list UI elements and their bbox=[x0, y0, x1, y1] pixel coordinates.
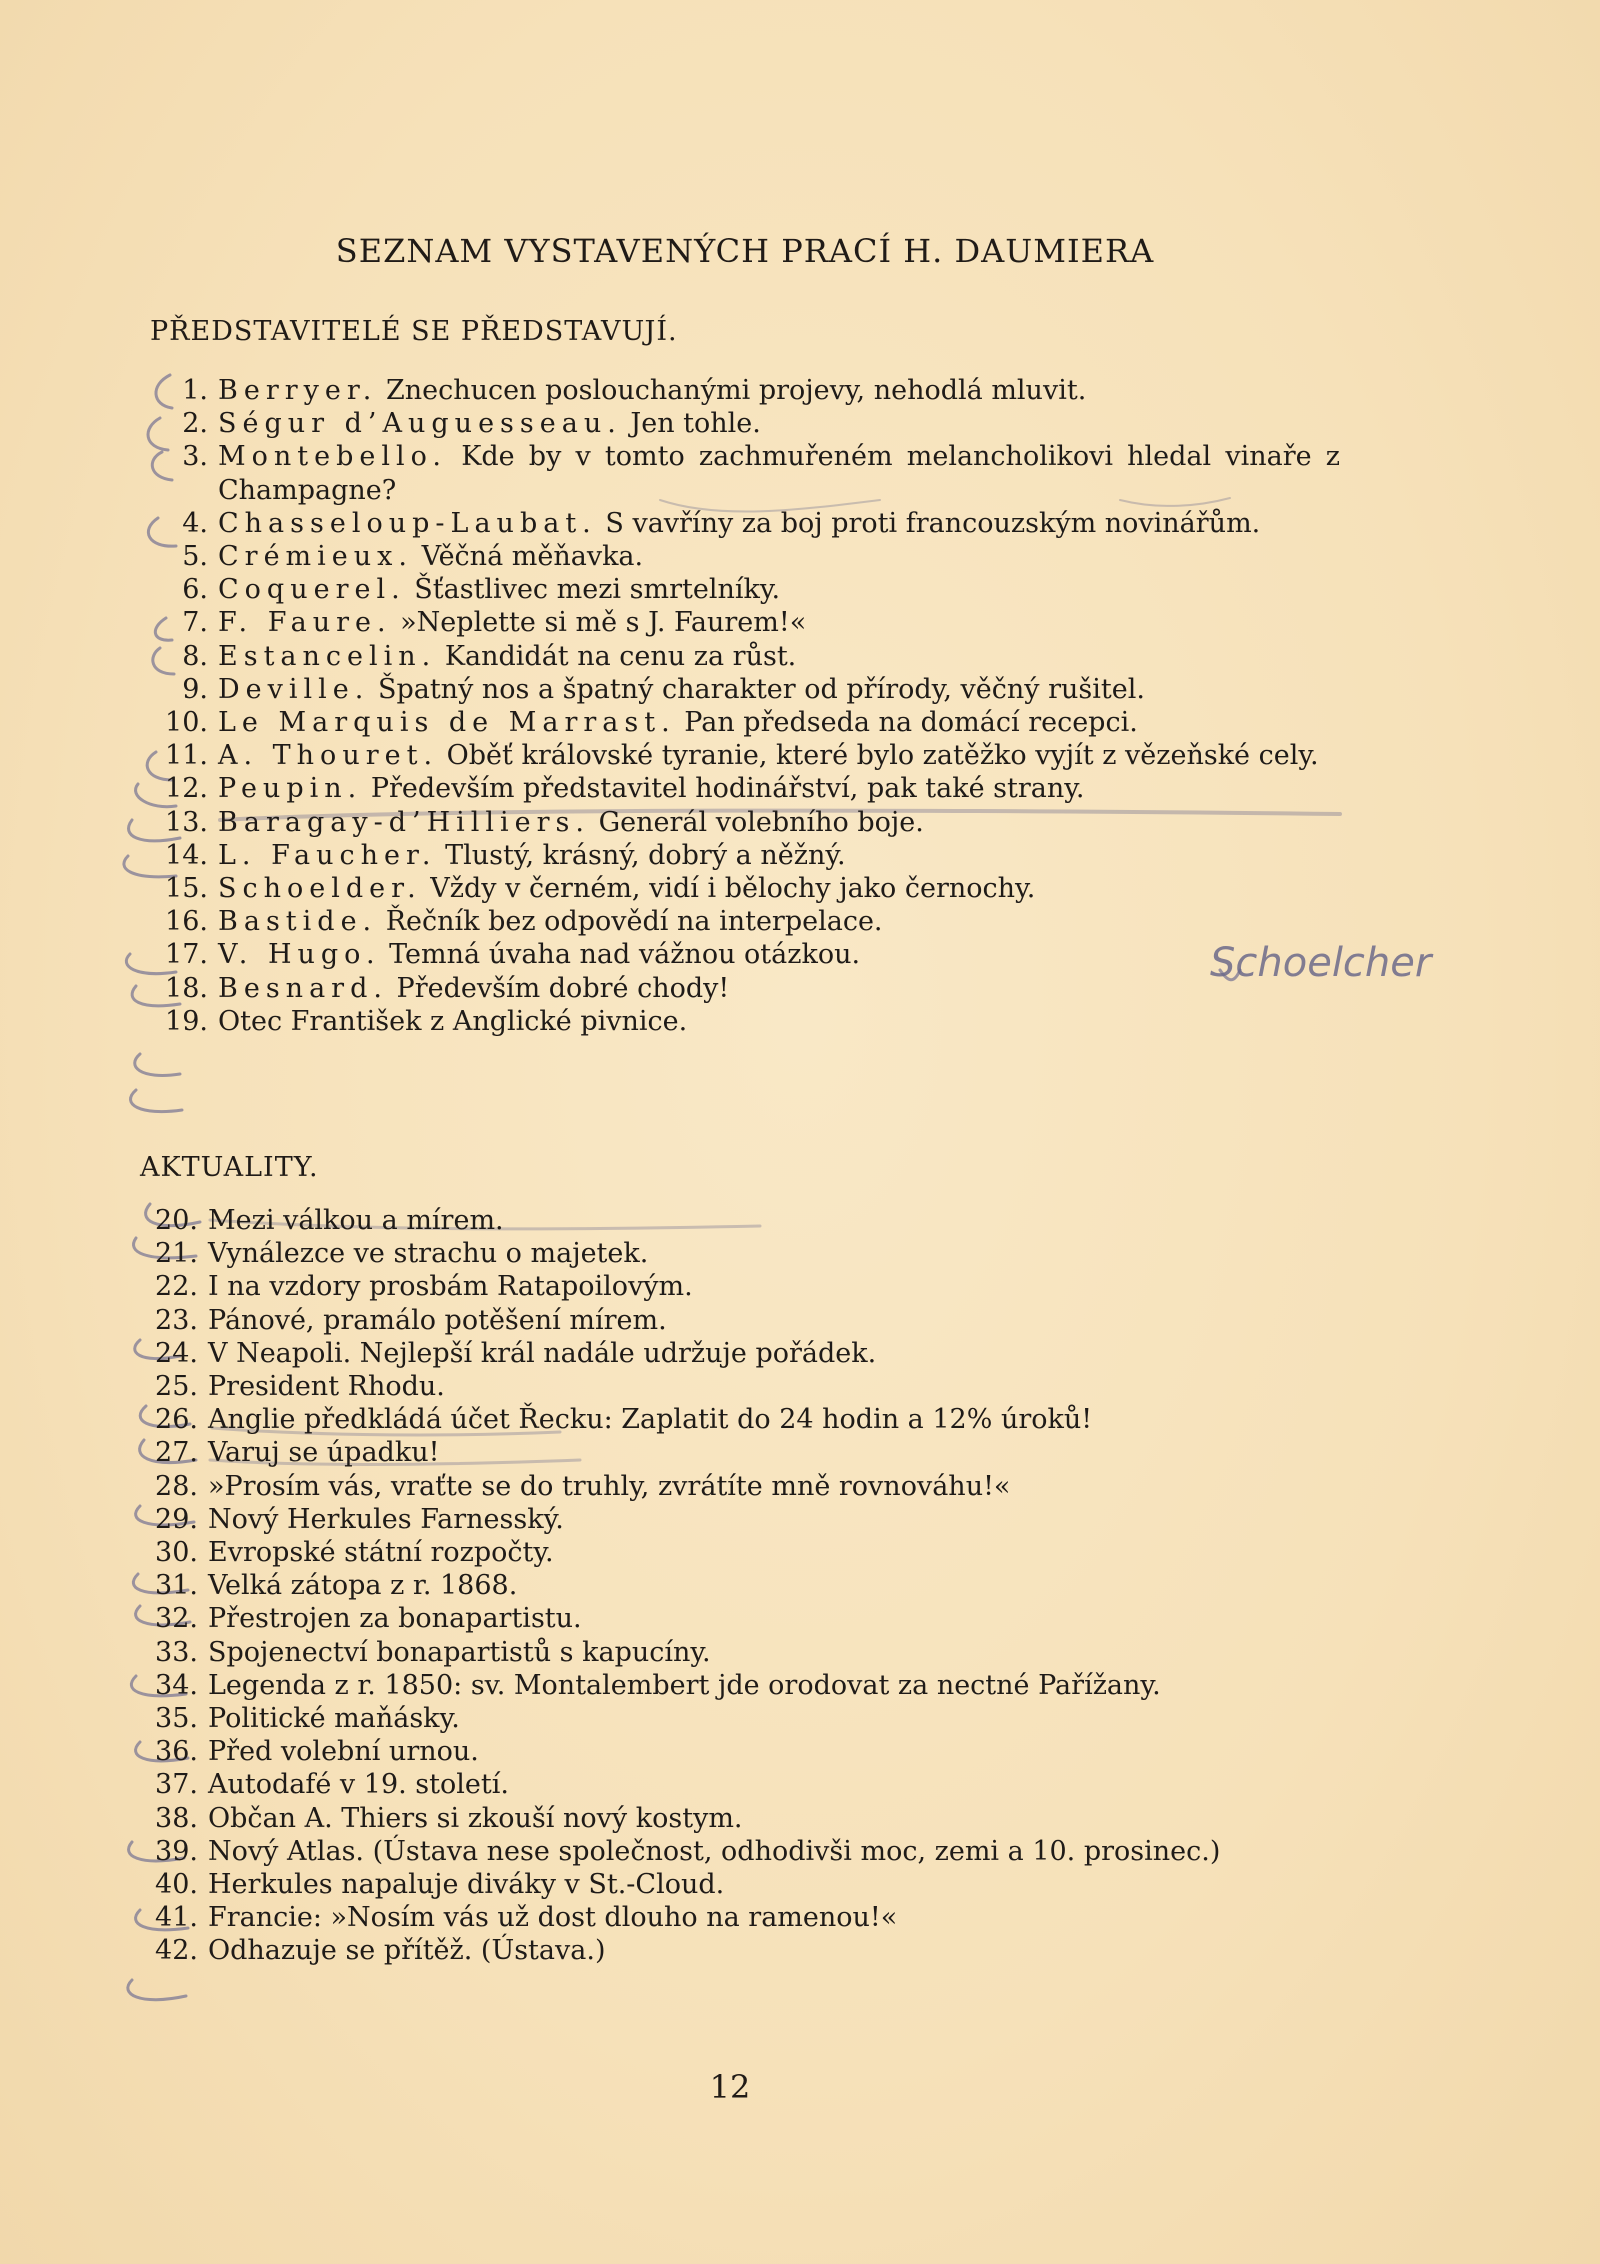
list-item bbox=[140, 1503, 1340, 1536]
list-item bbox=[140, 1536, 1340, 1569]
item-number: 11. bbox=[165, 740, 208, 772]
item-name: V. Hugo. bbox=[218, 939, 381, 971]
item-text: V Neapoli. Nejlepší král nadále udržuje pořádek. bbox=[208, 1337, 877, 1369]
list-item bbox=[140, 1934, 1340, 1967]
list-item bbox=[150, 374, 1340, 407]
item-text: Přestrojen za bonapartistu. bbox=[208, 1603, 582, 1635]
list-item bbox=[140, 1204, 1340, 1237]
item-number: 30. bbox=[155, 1537, 198, 1569]
item-text: Kde by v tomto zachmuřeném melancholikovi hledal vinaře z Champagne? bbox=[218, 441, 1340, 506]
item-text: Nový Atlas. (Ústava nese společnost, odhodivši moc, zemi a 10. prosinec.) bbox=[208, 1835, 1221, 1867]
list-item bbox=[150, 507, 1340, 540]
list-item bbox=[150, 407, 1340, 440]
item-text: Především dobré chody! bbox=[396, 972, 730, 1004]
item-text: Francie: »Nosím vás už dost dlouho na ramenou!« bbox=[208, 1902, 898, 1934]
list-item bbox=[140, 1702, 1340, 1735]
item-name: Schoelder. bbox=[218, 873, 422, 905]
item-name: Le Marquis de Marrast. bbox=[218, 707, 676, 739]
item-text: Autodafé v 19. století. bbox=[208, 1769, 509, 1801]
list-item bbox=[140, 1470, 1340, 1503]
item-text: Evropské státní rozpočty. bbox=[208, 1537, 554, 1569]
item-number: 33. bbox=[155, 1636, 198, 1668]
item-text: I na vzdory prosbám Ratapoilovým. bbox=[208, 1271, 693, 1303]
item-text: Herkules napaluje diváky v St.-Cloud. bbox=[208, 1869, 725, 1901]
list-item bbox=[150, 938, 1340, 971]
page-title: SEZNAM VYSTAVENÝCH PRACÍ H. DAUMIERA bbox=[335, 232, 1155, 270]
list-item bbox=[140, 1337, 1340, 1370]
item-text: Temná úvaha nad vážnou otázkou. bbox=[389, 939, 861, 971]
list-item bbox=[140, 1802, 1340, 1835]
item-number: 36. bbox=[155, 1736, 198, 1768]
item-number: 35. bbox=[155, 1703, 198, 1735]
item-number: 2. bbox=[182, 408, 208, 440]
item-text: Špatný nos a špatný charakter od přírody, věčný rušitel. bbox=[377, 673, 1145, 705]
item-number: 39. bbox=[155, 1835, 198, 1867]
list-item bbox=[140, 1835, 1340, 1868]
representatives-list bbox=[150, 374, 1340, 1038]
list-item bbox=[150, 872, 1340, 905]
item-number: 1. bbox=[182, 375, 208, 406]
item-name: F. Faure. bbox=[218, 607, 392, 639]
item-name: Deville. bbox=[218, 673, 370, 705]
item-text: Spojenectví bonapartistů s kapucíny. bbox=[208, 1636, 711, 1668]
item-number: 5. bbox=[182, 541, 208, 573]
item-number: 29. bbox=[155, 1503, 198, 1535]
list-item bbox=[150, 440, 1340, 506]
list-item bbox=[150, 806, 1340, 839]
item-number: 18. bbox=[165, 972, 208, 1004]
item-number: 28. bbox=[155, 1470, 198, 1502]
item-number: 23. bbox=[155, 1304, 198, 1336]
item-name: L. Faucher. bbox=[218, 839, 437, 871]
item-number: 3. bbox=[182, 441, 208, 473]
item-name: Estancelin. bbox=[218, 640, 437, 672]
item-number: 9. bbox=[182, 673, 208, 705]
list-item bbox=[140, 1270, 1340, 1303]
item-text: Tlustý, krásný, dobrý a něžný. bbox=[445, 839, 846, 871]
item-name: Chasseloup-Laubat. bbox=[218, 507, 597, 539]
item-number: 21. bbox=[155, 1238, 198, 1270]
item-name: Peupin. bbox=[218, 773, 363, 805]
list-item bbox=[150, 1005, 1340, 1038]
item-number: 13. bbox=[165, 806, 208, 838]
list-item bbox=[140, 1370, 1340, 1403]
list-item bbox=[140, 1304, 1340, 1337]
item-text: Oběť královské tyranie, které bylo zatěžko vyjít z vězeňské cely. bbox=[446, 740, 1319, 772]
list-item bbox=[150, 540, 1340, 573]
section-heading-representatives: PŘEDSTAVITELÉ SE PŘEDSTAVUJÍ. bbox=[150, 316, 678, 347]
list-item bbox=[140, 1602, 1340, 1635]
item-number: 7. bbox=[182, 607, 208, 639]
list-item bbox=[150, 606, 1340, 639]
item-name: Berryer. bbox=[218, 375, 378, 406]
list-item bbox=[150, 739, 1340, 772]
item-text: Pánové, pramálo potěšení mírem. bbox=[208, 1304, 667, 1336]
margin-note-handwritten: Schoelcher bbox=[1210, 940, 1432, 986]
item-text: Vynálezce ve strachu o majetek. bbox=[208, 1238, 649, 1270]
item-text: Varuj se úpadku! bbox=[208, 1437, 440, 1469]
item-name: Montebello. bbox=[218, 441, 448, 473]
news-list bbox=[140, 1204, 1340, 1968]
item-text: Politické maňásky. bbox=[208, 1703, 460, 1735]
list-item bbox=[140, 1901, 1340, 1934]
item-text: Anglie předkládá účet Řecku: Zaplatit do 24 hodin a 12% úroků! bbox=[208, 1404, 1093, 1436]
item-number: 38. bbox=[155, 1802, 198, 1834]
list-item bbox=[140, 1735, 1340, 1768]
item-number: 24. bbox=[155, 1337, 198, 1369]
item-number: 32. bbox=[155, 1603, 198, 1635]
item-text: President Rhodu. bbox=[208, 1371, 445, 1403]
item-text: Před volební urnou. bbox=[208, 1736, 479, 1768]
list-item bbox=[150, 706, 1340, 739]
list-item bbox=[150, 573, 1340, 606]
item-name: Besnard. bbox=[218, 972, 388, 1004]
list-item bbox=[150, 905, 1340, 938]
item-number: 34. bbox=[155, 1669, 198, 1701]
item-number: 42. bbox=[155, 1935, 198, 1967]
item-text: »Prosím vás, vraťte se do truhly, zvrátíte mně rovnováhu!« bbox=[208, 1470, 1011, 1502]
list-item bbox=[150, 839, 1340, 872]
item-number: 31. bbox=[155, 1570, 198, 1602]
item-number: 20. bbox=[155, 1205, 198, 1236]
item-number: 27. bbox=[155, 1437, 198, 1469]
item-text: Vždy v černém, vidí i bělochy jako černochy. bbox=[430, 873, 1036, 905]
item-text: Nový Herkules Farnesský. bbox=[208, 1503, 564, 1535]
list-item bbox=[140, 1636, 1340, 1669]
item-number: 26. bbox=[155, 1404, 198, 1436]
item-text: Šťastlivec mezi smrtelníky. bbox=[414, 574, 781, 606]
item-number: 19. bbox=[165, 1005, 208, 1037]
item-number: 16. bbox=[165, 906, 208, 938]
item-name: Coquerel. bbox=[218, 574, 406, 606]
item-text: Především představitel hodinářství, pak také strany. bbox=[370, 773, 1085, 805]
list-item bbox=[150, 972, 1340, 1005]
page-number: 12 bbox=[709, 2068, 751, 2106]
item-name: Baragay-d’Hilliers. bbox=[218, 806, 590, 838]
item-text: Řečník bez odpovědí na interpelace. bbox=[385, 906, 883, 938]
item-text: Kandidát na cenu za růst. bbox=[444, 640, 797, 672]
list-item bbox=[140, 1868, 1340, 1901]
item-number: 25. bbox=[155, 1371, 198, 1403]
list-item bbox=[140, 1569, 1340, 1602]
list-item bbox=[140, 1403, 1340, 1436]
item-number: 12. bbox=[165, 773, 208, 805]
item-number: 15. bbox=[165, 873, 208, 905]
list-item bbox=[140, 1669, 1340, 1702]
list-item bbox=[140, 1237, 1340, 1270]
item-number: 41. bbox=[155, 1902, 198, 1934]
item-number: 37. bbox=[155, 1769, 198, 1801]
item-text: Mezi válkou a mírem. bbox=[208, 1205, 504, 1236]
list-item bbox=[140, 1768, 1340, 1801]
item-number: 10. bbox=[165, 707, 208, 739]
item-number: 40. bbox=[155, 1869, 198, 1901]
item-number: 22. bbox=[155, 1271, 198, 1303]
item-text: Legenda z r. 1850: sv. Montalembert jde orodovat za nectné Pařížany. bbox=[208, 1669, 1161, 1701]
item-number: 4. bbox=[182, 507, 208, 539]
item-number: 17. bbox=[165, 939, 208, 971]
item-text: Otec František z Anglické pivnice. bbox=[218, 1005, 688, 1037]
list-item bbox=[150, 640, 1340, 673]
item-text: »Neplette si mě s J. Faurem!« bbox=[400, 607, 807, 639]
list-item bbox=[150, 673, 1340, 706]
section-heading-news: AKTUALITY. bbox=[140, 1152, 319, 1183]
item-text: Velká zátopa z r. 1868. bbox=[208, 1570, 518, 1602]
item-text: Znechucen poslouchanými projevy, nehodlá mluvit. bbox=[385, 375, 1087, 406]
item-name: A. Thouret. bbox=[218, 740, 439, 772]
item-number: 6. bbox=[182, 574, 208, 606]
item-text: Generál volebního boje. bbox=[598, 806, 924, 838]
item-name: Crémieux. bbox=[218, 541, 413, 573]
item-name: Ségur d’Auguesseau. bbox=[218, 408, 622, 440]
item-number: 8. bbox=[182, 640, 208, 672]
item-text: S vavříny za boj proti francouzským novinářům. bbox=[605, 507, 1261, 539]
list-item bbox=[140, 1436, 1340, 1469]
item-text: Pan předseda na domácí recepci. bbox=[684, 707, 1138, 739]
item-name: Bastide. bbox=[218, 906, 378, 938]
item-number: 14. bbox=[165, 839, 208, 871]
item-text: Jen tohle. bbox=[630, 408, 761, 440]
item-text: Věčná měňavka. bbox=[421, 541, 644, 573]
item-text: Odhazuje se přítěž. (Ústava.) bbox=[208, 1935, 606, 1967]
item-text: Občan A. Thiers si zkouší nový kostym. bbox=[208, 1802, 743, 1834]
list-item bbox=[150, 772, 1340, 805]
